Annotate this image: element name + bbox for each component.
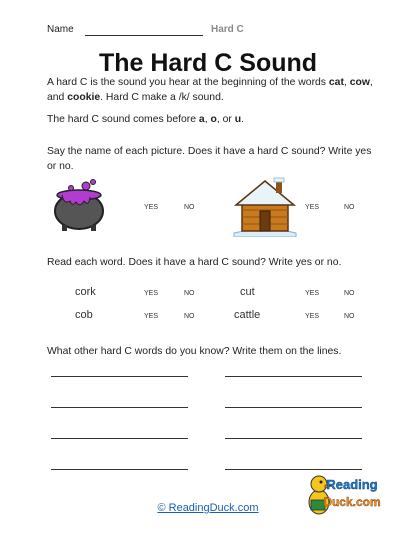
example-word: cow	[349, 77, 370, 88]
answer-line[interactable]	[51, 438, 188, 439]
no-option[interactable]: NO	[184, 290, 195, 297]
answer-line[interactable]	[225, 376, 362, 377]
yes-option[interactable]: YES	[144, 290, 159, 297]
yes-option[interactable]: YES	[305, 313, 320, 320]
writing-instructions: What other hard C words do you know? Write them on the lines.	[47, 346, 342, 357]
answer-line[interactable]	[51, 469, 188, 470]
intro-paragraph: A hard C is the sound you hear at the beginning of the words cat, cow, and cookie. Hard C make a /k/ sound.	[47, 77, 373, 103]
word-instructions: Read each word. Does it have a hard C sound? Write yes or no.	[47, 257, 342, 268]
answer-line[interactable]	[225, 407, 362, 408]
example-word: cat	[328, 77, 344, 88]
no-option[interactable]: NO	[344, 290, 355, 297]
no-option[interactable]: NO	[184, 313, 195, 320]
yes-option[interactable]: YES	[305, 204, 320, 211]
word-item: cut	[240, 286, 255, 298]
svg-text:Reading: Reading	[326, 477, 378, 492]
cauldron-icon	[48, 178, 110, 232]
worksheet-tag: Hard C	[211, 24, 244, 35]
name-field[interactable]	[85, 35, 203, 36]
footer-link[interactable]: © ReadingDuck.com	[157, 502, 259, 514]
no-option[interactable]: NO	[184, 204, 195, 211]
answer-line[interactable]	[51, 376, 188, 377]
word-item: cork	[75, 286, 96, 298]
yes-option[interactable]: YES	[144, 313, 159, 320]
word-item: cattle	[234, 309, 261, 321]
no-option[interactable]: NO	[344, 313, 355, 320]
svg-text:Duck.com: Duck.com	[323, 495, 381, 509]
no-option[interactable]: NO	[344, 204, 355, 211]
readingduck-logo	[306, 464, 381, 520]
example-word: cookie	[67, 92, 101, 103]
picture-instructions: Say the name of each picture. Does it have a hard C sound? Write yes or no.	[47, 146, 372, 172]
page-title: The Hard C Sound	[98, 49, 318, 77]
answer-line[interactable]	[51, 407, 188, 408]
cabin-icon	[232, 175, 298, 237]
yes-option[interactable]: YES	[305, 290, 320, 297]
word-item: cob	[75, 309, 93, 321]
yes-option[interactable]: YES	[144, 204, 159, 211]
answer-line[interactable]	[225, 438, 362, 439]
vowel-paragraph: The hard C sound comes before a, o, or u.	[47, 114, 244, 125]
name-label: Name	[47, 24, 74, 35]
